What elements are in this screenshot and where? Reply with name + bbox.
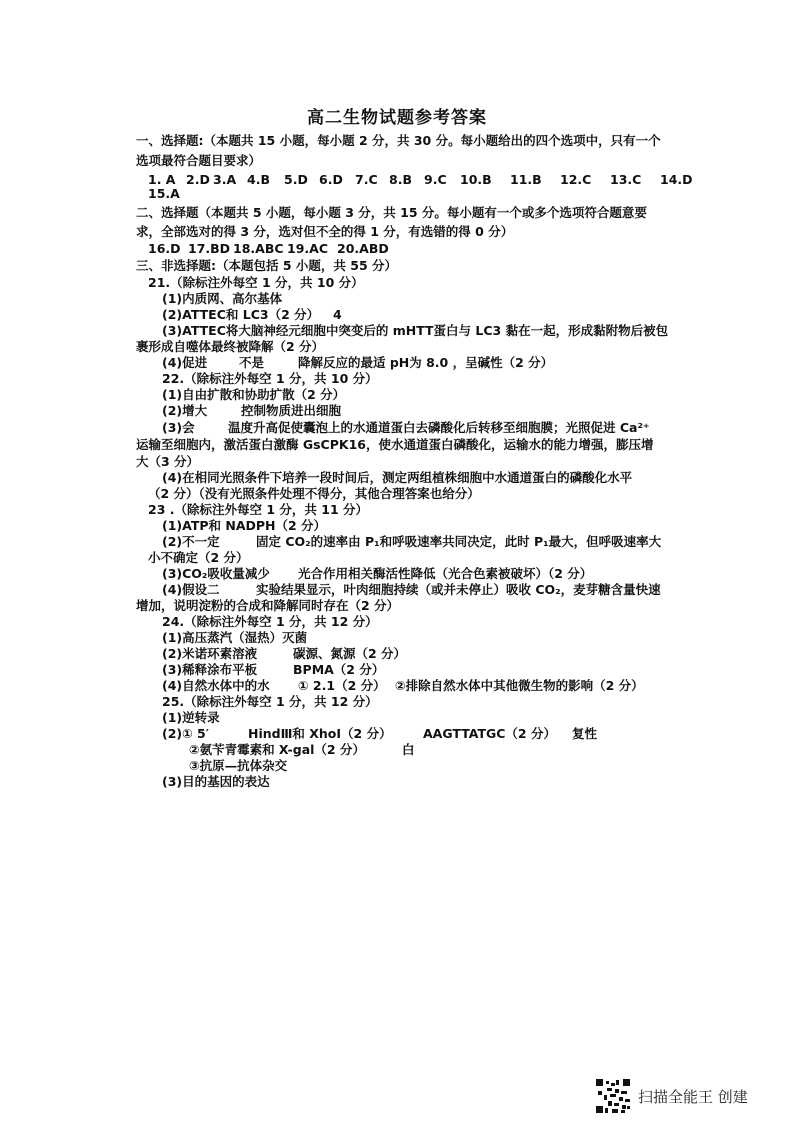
q23-answer-2a: (2)不一定 xyxy=(162,534,220,549)
section2-header-line1: 二、选择题（本题共 5 小题，每小题 3 分，共 15 分。每小题有一个或多个选项符合题意要 xyxy=(136,205,647,220)
qr-code-icon xyxy=(596,1079,630,1113)
section1-answer-row xyxy=(148,172,693,188)
q24-answer-1: (1)高压蒸汽（湿热）灭菌 xyxy=(162,630,308,645)
answer-15: 15.A xyxy=(148,186,180,201)
q22-answer-3a: (3)会 xyxy=(162,420,195,435)
q23-title: 23 .（除标注外每空 1 分，共 11 分） xyxy=(148,502,368,517)
q22-answer-4-line2: （2 分）（没有光照条件处理不得分，其他合理答案也给分） xyxy=(148,486,480,501)
q21-answer-4a: (4)促进 xyxy=(162,355,208,370)
q23-answer-4a: (4)假设二 xyxy=(162,582,220,597)
mc-answer: 13.C xyxy=(610,172,642,187)
mc-answer: 9.C xyxy=(424,172,447,187)
q22-title: 22.（除标注外每空 1 分，共 10 分） xyxy=(162,371,378,386)
q21-answer-2a: (2)ATTEC和 LC3（2 分） xyxy=(162,307,320,322)
mc-answer: 1. A xyxy=(148,172,176,187)
q23-answer-4b: 实验结果显示，叶肉细胞持续（或并未停止）吸收 CO₂，麦芽糖含量快速 xyxy=(256,582,661,597)
section1-header-line2: 选项最符合题目要求） xyxy=(136,153,262,168)
q22-answer-3-line2: 运输至细胞内，激活蛋白激酶 GsCPK16，使水通道蛋白磷酸化，运输水的能力增强，膨压增 xyxy=(136,437,654,452)
q25-answer-2g: ③抗原—抗体杂交 xyxy=(189,758,288,773)
q22-answer-3b: 温度升高促使囊泡上的水通道蛋白去磷酸化后转移至细胞膜；光照促进 Ca²⁺ xyxy=(228,420,650,435)
q22-answer-2b: 控制物质进出细胞 xyxy=(241,403,342,418)
q21-answer-1: (1)内质网、高尔基体 xyxy=(162,291,283,306)
q22-answer-4-line1: (4)在相同光照条件下培养一段时间后，测定两组植株细胞中水通道蛋白的磷酸化水平 xyxy=(162,470,633,485)
q22-answer-3-line3: 大（3 分） xyxy=(136,454,200,469)
section1-header-line1: 一、选择题:（本题共 15 小题，每小题 2 分，共 30 分。每小题给出的四个选项中，只有一个 xyxy=(136,133,661,148)
section3-header: 三、非选择题:（本题包括 5 小题，共 55 分） xyxy=(136,258,397,273)
mc-answer: 7.C xyxy=(355,172,378,187)
q24-answer-4b: ① 2.1（2 分） xyxy=(298,678,386,693)
q21-answer-2b: 4 xyxy=(333,307,342,322)
q23-answer-1: (1)ATP和 NADPH（2 分） xyxy=(162,518,327,533)
scanner-brand-label: 扫描全能王 创建 xyxy=(638,1087,748,1106)
q21-title: 21.（除标注外每空 1 分，共 10 分） xyxy=(148,275,364,290)
mc-answer: 16.D xyxy=(148,241,181,256)
mc-answer: 10.B xyxy=(460,172,492,187)
q24-answer-4a: (4)自然水体中的水 xyxy=(162,678,270,693)
q25-answer-1: (1)逆转录 xyxy=(162,710,220,725)
q24-title: 24.（除标注外每空 1 分，共 12 分） xyxy=(162,614,378,629)
q23-answer-2b: 固定 CO₂的速率由 P₁和呼吸速率共同决定，此时 P₁最大，但呼吸速率大 xyxy=(256,534,662,549)
q23-answer-3a: (3)CO₂吸收量减少 xyxy=(162,566,270,581)
q23-answer-3b: 光合作用相关酶活性降低（光合色素被破坏）（2 分） xyxy=(298,566,593,581)
q21-answer-3-line2: 裹形成自噬体最终被降解（2 分） xyxy=(136,339,325,354)
mc-answer: 12.C xyxy=(560,172,592,187)
page-title: 高二生物试题参考答案 xyxy=(307,108,487,128)
section2-answer-row xyxy=(148,241,408,257)
q21-answer-3-line1: (3)ATTEC将大脑神经元细胞中突变后的 mHTT蛋白与 LC3 黏在一起，形成黏附物后被包 xyxy=(162,323,669,338)
q25-answer-2c: AAGTTATGC（2 分） xyxy=(423,726,556,741)
mc-answer: 20.ABD xyxy=(337,241,389,256)
q24-answer-2a: (2)米诺环素溶液 xyxy=(162,646,258,661)
q25-answer-2b: HindⅢ和 XhoⅠ（2 分） xyxy=(248,726,392,741)
q25-title: 25.（除标注外每空 1 分，共 12 分） xyxy=(162,694,378,709)
mc-answer: 19.AC xyxy=(287,241,328,256)
mc-answer: 14.D xyxy=(660,172,693,187)
mc-answer: 4.B xyxy=(247,172,270,187)
q24-answer-3b: BPMA（2 分） xyxy=(293,662,385,677)
q22-answer-1: (1)自由扩散和协助扩散（2 分） xyxy=(162,387,346,402)
q24-answer-2b: 碳源、氮源（2 分） xyxy=(293,646,407,661)
q25-answer-2f: 白 xyxy=(402,742,415,757)
q24-answer-4c: ②排除自然水体中其他微生物的影响（2 分） xyxy=(395,678,644,693)
q25-answer-2e: ②氨苄青霉素和 X-gal（2 分） xyxy=(189,742,365,757)
q21-answer-4c: 降解反应的最适 pH为 8.0 ，呈碱性（2 分） xyxy=(298,355,554,370)
mc-answer: 2.D xyxy=(186,172,210,187)
q25-answer-2a: (2)① 5′ xyxy=(162,726,210,741)
q22-answer-2a: (2)增大 xyxy=(162,403,208,418)
section2-header-line2: 求，全部选对的得 3 分，选对但不全的得 1 分，有选错的得 0 分） xyxy=(136,224,514,239)
q23-answer-2-line2: 小不确定（2 分） xyxy=(148,550,249,565)
q23-answer-4-line2: 增加，说明淀粉的合成和降解同时存在（2 分） xyxy=(136,598,400,613)
mc-answer: 17.BD xyxy=(188,241,231,256)
mc-answer: 6.D xyxy=(319,172,343,187)
q21-answer-4b: 不是 xyxy=(239,355,265,370)
scanner-watermark xyxy=(596,1079,748,1113)
mc-answer: 8.B xyxy=(389,172,412,187)
mc-answer: 5.D xyxy=(284,172,308,187)
q24-answer-3a: (3)稀释涂布平板 xyxy=(162,662,258,677)
mc-answer: 18.ABC xyxy=(233,241,284,256)
q25-answer-3: (3)目的基因的表达 xyxy=(162,774,270,789)
mc-answer: 3.A xyxy=(213,172,237,187)
q25-answer-2d: 复性 xyxy=(572,726,598,741)
mc-answer: 11.B xyxy=(510,172,542,187)
